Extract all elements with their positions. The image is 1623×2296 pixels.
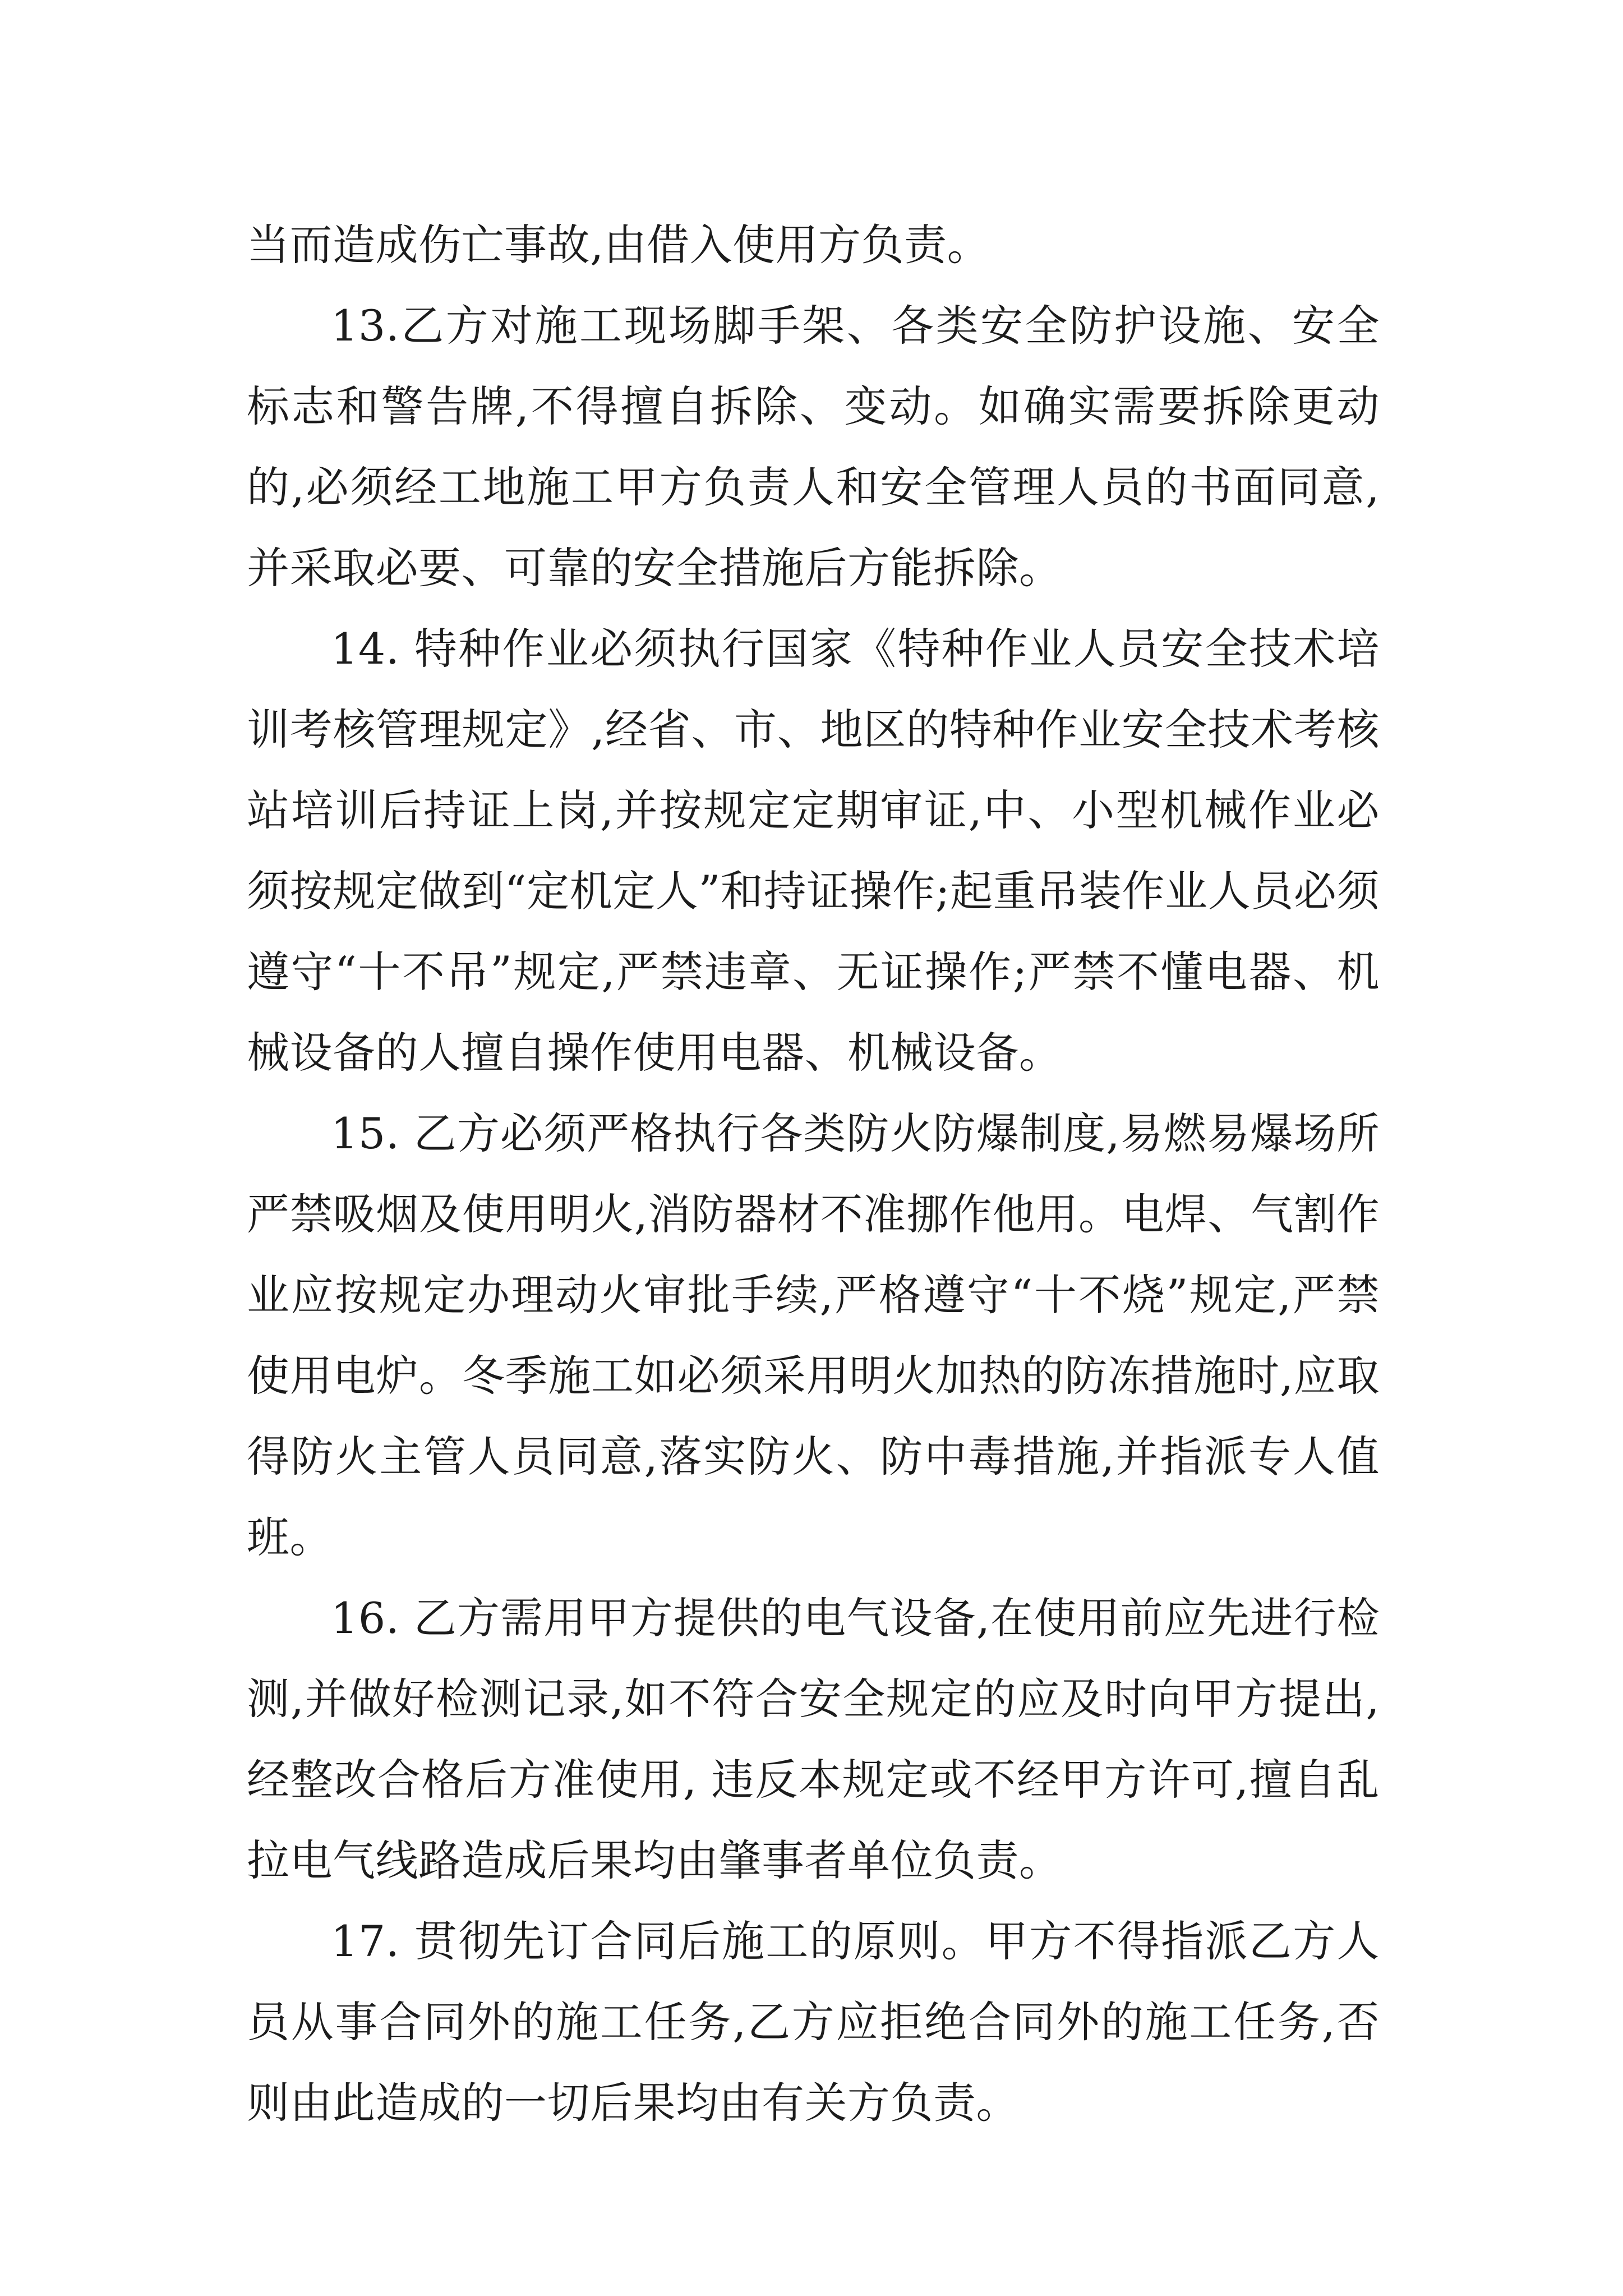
- document-body: [247, 205, 1380, 2143]
- paragraph-12-continuation: 当而造成伤亡事故,由借入使用方负责。: [247, 220, 990, 270]
- paragraph-13: 13.乙方对施工现场脚手架、各类安全防护设施、安全标志和警告牌,不得擅自拆除、变动。如确实需要拆除更动的,必须经工地施工甲方负责人和安全管理人员的书面同意,并采取必要、可靠的安全措施后方能拆除。: [247, 301, 1380, 593]
- paragraph-17: 17. 贯彻先订合同后施工的原则。甲方不得指派乙方人员从事合同外的施工任务,乙方应拒绝合同外的施工任务,否则由此造成的一切后果均由有关方负责。: [247, 1916, 1380, 2128]
- paragraph-15: 15. 乙方必须严格执行各类防火防爆制度,易燃易爆场所严禁吸烟及使用明火,消防器材不准挪作他用。电焊、气割作业应按规定办理动火审批手续,严格遵守“十不烧”规定,严禁使用电炉。冬季施工如必须采用明火加热的防冻措施时,应取得防火主管人员同意,落实防火、防中毒措施,并指派专人值班。: [247, 1108, 1380, 1562]
- paragraph-16: 16. 乙方需用甲方提供的电气设备,在使用前应先进行检测,并做好检测记录,如不符合安全规定的应及时向甲方提出,经整改合格后方准使用, 违反本规定或不经甲方许可,擅自乱拉电气线路造成后果均由肇事者单位负责。: [247, 1593, 1380, 1885]
- paragraph-14: 14. 特种作业必须执行国家《特种作业人员安全技术培训考核管理规定》,经省、市、地区的特种作业安全技术考核站培训后持证上岗,并按规定定期审证,中、小型机械作业必须按规定做到“定机定人”和持证操作;起重吊装作业人员必须遵守“十不吊”规定,严禁违章、无证操作;严禁不懂电器、机械设备的人擅自操作使用电器、机械设备。: [247, 624, 1380, 1078]
